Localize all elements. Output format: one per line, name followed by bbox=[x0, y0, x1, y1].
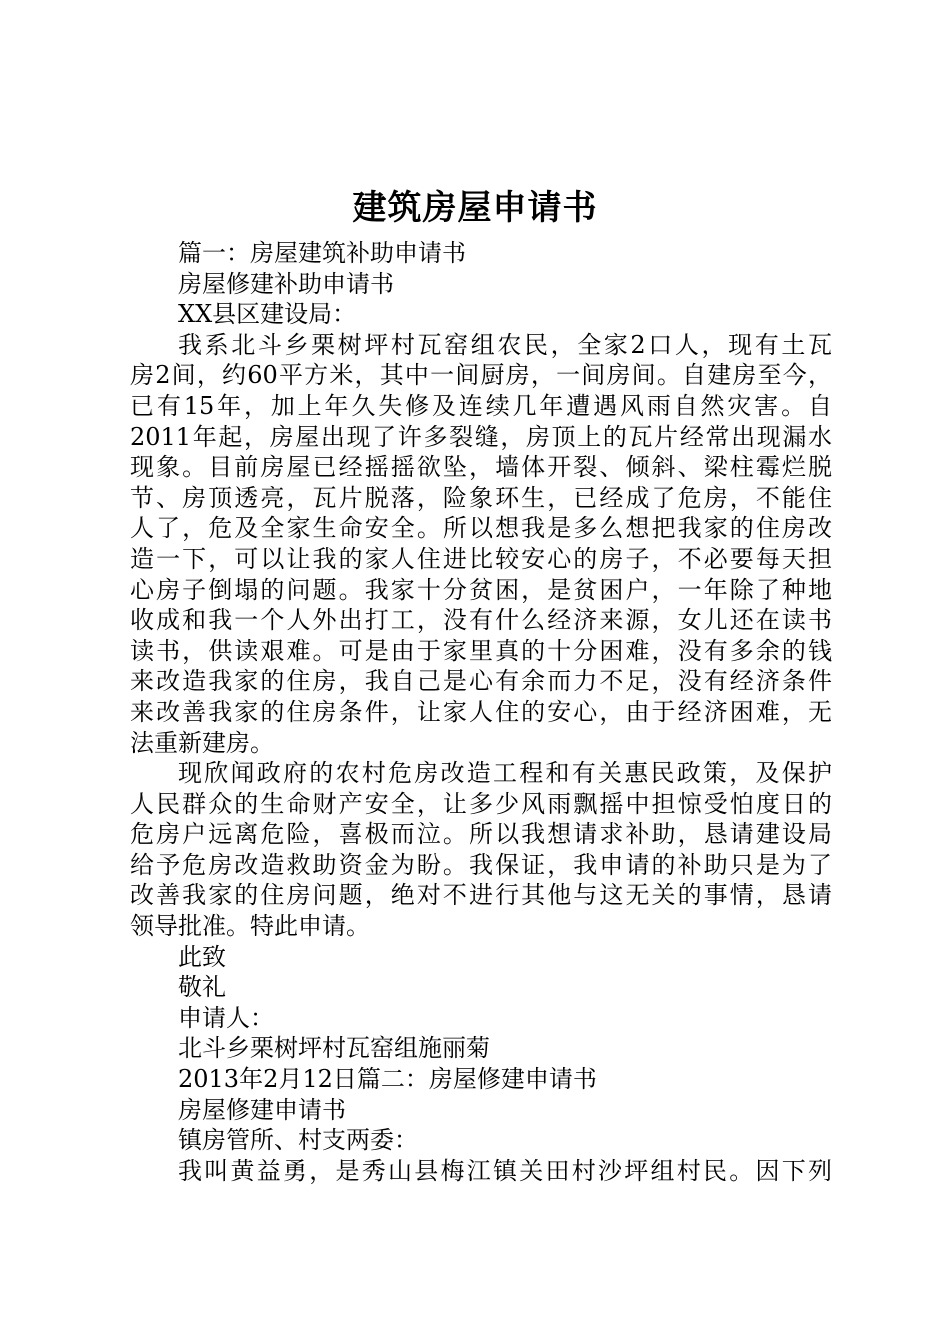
text-line: 法重新建房。 bbox=[130, 728, 274, 757]
text-line: 人民群众的生命财产安全，让多少风雨飘摇中担惊受怕度日的 bbox=[130, 789, 832, 818]
text-line: 房2间，约60平方米，其中一间厨房，一间房间。自建房至今， bbox=[130, 361, 832, 390]
text-line: 2013年2月12日篇二：房屋修建申请书 bbox=[178, 1065, 597, 1094]
text-line: 来改善我家的住房条件，让家人住的安心，由于经济困难，无 bbox=[130, 697, 832, 726]
text-line: XX县区建设局： bbox=[178, 300, 357, 329]
text-line: 危房户远离危险，喜极而泣。所以我想请求补助，恳请建设局 bbox=[130, 820, 832, 849]
text-line: 我叫黄益勇，是秀山县梅江镇关田村沙坪组村民。因下列 bbox=[178, 1156, 832, 1185]
text-line: 房屋修建申请书 bbox=[178, 1095, 346, 1124]
text-line: 心房子倒塌的问题。我家十分贫困，是贫困户，一年除了种地 bbox=[130, 575, 832, 604]
text-line: 领导批准。特此申请。 bbox=[130, 912, 370, 941]
text-line: 节、房顶透亮，瓦片脱落，险象环生，已经成了危房，不能住 bbox=[130, 483, 832, 512]
text-line: 房屋修建补助申请书 bbox=[178, 269, 394, 298]
text-line: 申请人： bbox=[178, 1003, 274, 1032]
document-body bbox=[130, 238, 832, 1186]
text-line: 造一下，可以让我的家人住进比较安心的房子，不必要每天担 bbox=[130, 544, 832, 573]
document-title: 建筑房屋申请书 bbox=[352, 188, 598, 228]
text-line: 收成和我一个人外出打工，没有什么经济来源，女儿还在读书 bbox=[130, 606, 832, 635]
text-line: 人了，危及全家生命安全。所以想我是多么想把我家的住房改 bbox=[130, 514, 832, 543]
text-line: 来改造我家的住房，我自己是心有余而力不足，没有经济条件 bbox=[130, 667, 832, 696]
text-line: 改善我家的住房问题，绝对不进行其他与这无关的事情，恳请 bbox=[130, 881, 832, 910]
text-line: 敬礼 bbox=[178, 973, 226, 1002]
text-line: 北斗乡栗树坪村瓦窑组施丽菊 bbox=[178, 1034, 490, 1063]
text-line: 篇一：房屋建筑补助申请书 bbox=[178, 239, 466, 267]
text-line: 读书，供读艰难。可是由于家里真的十分困难，没有多余的钱 bbox=[130, 636, 832, 665]
text-line: 给予危房改造救助资金为盼。我保证，我申请的补助只是为了 bbox=[130, 850, 832, 879]
text-line: 镇房管所、村支两委： bbox=[178, 1126, 418, 1155]
text-line: 此致 bbox=[178, 942, 226, 971]
text-line: 2011年起，房屋出现了许多裂缝，房顶上的瓦片经常出现漏水 bbox=[130, 422, 832, 451]
text-line: 现欣闻政府的农村危房改造工程和有关惠民政策，及保护 bbox=[178, 759, 832, 788]
text-line: 已有15年，加上年久失修及连续几年遭遇风雨自然灾害。自 bbox=[130, 391, 832, 420]
text-line: 我系北斗乡栗树坪村瓦窑组农民，全家2口人，现有土瓦 bbox=[178, 330, 832, 359]
text-line: 现象。目前房屋已经摇摇欲坠，墙体开裂、倾斜、梁柱霉烂脱 bbox=[130, 453, 832, 482]
